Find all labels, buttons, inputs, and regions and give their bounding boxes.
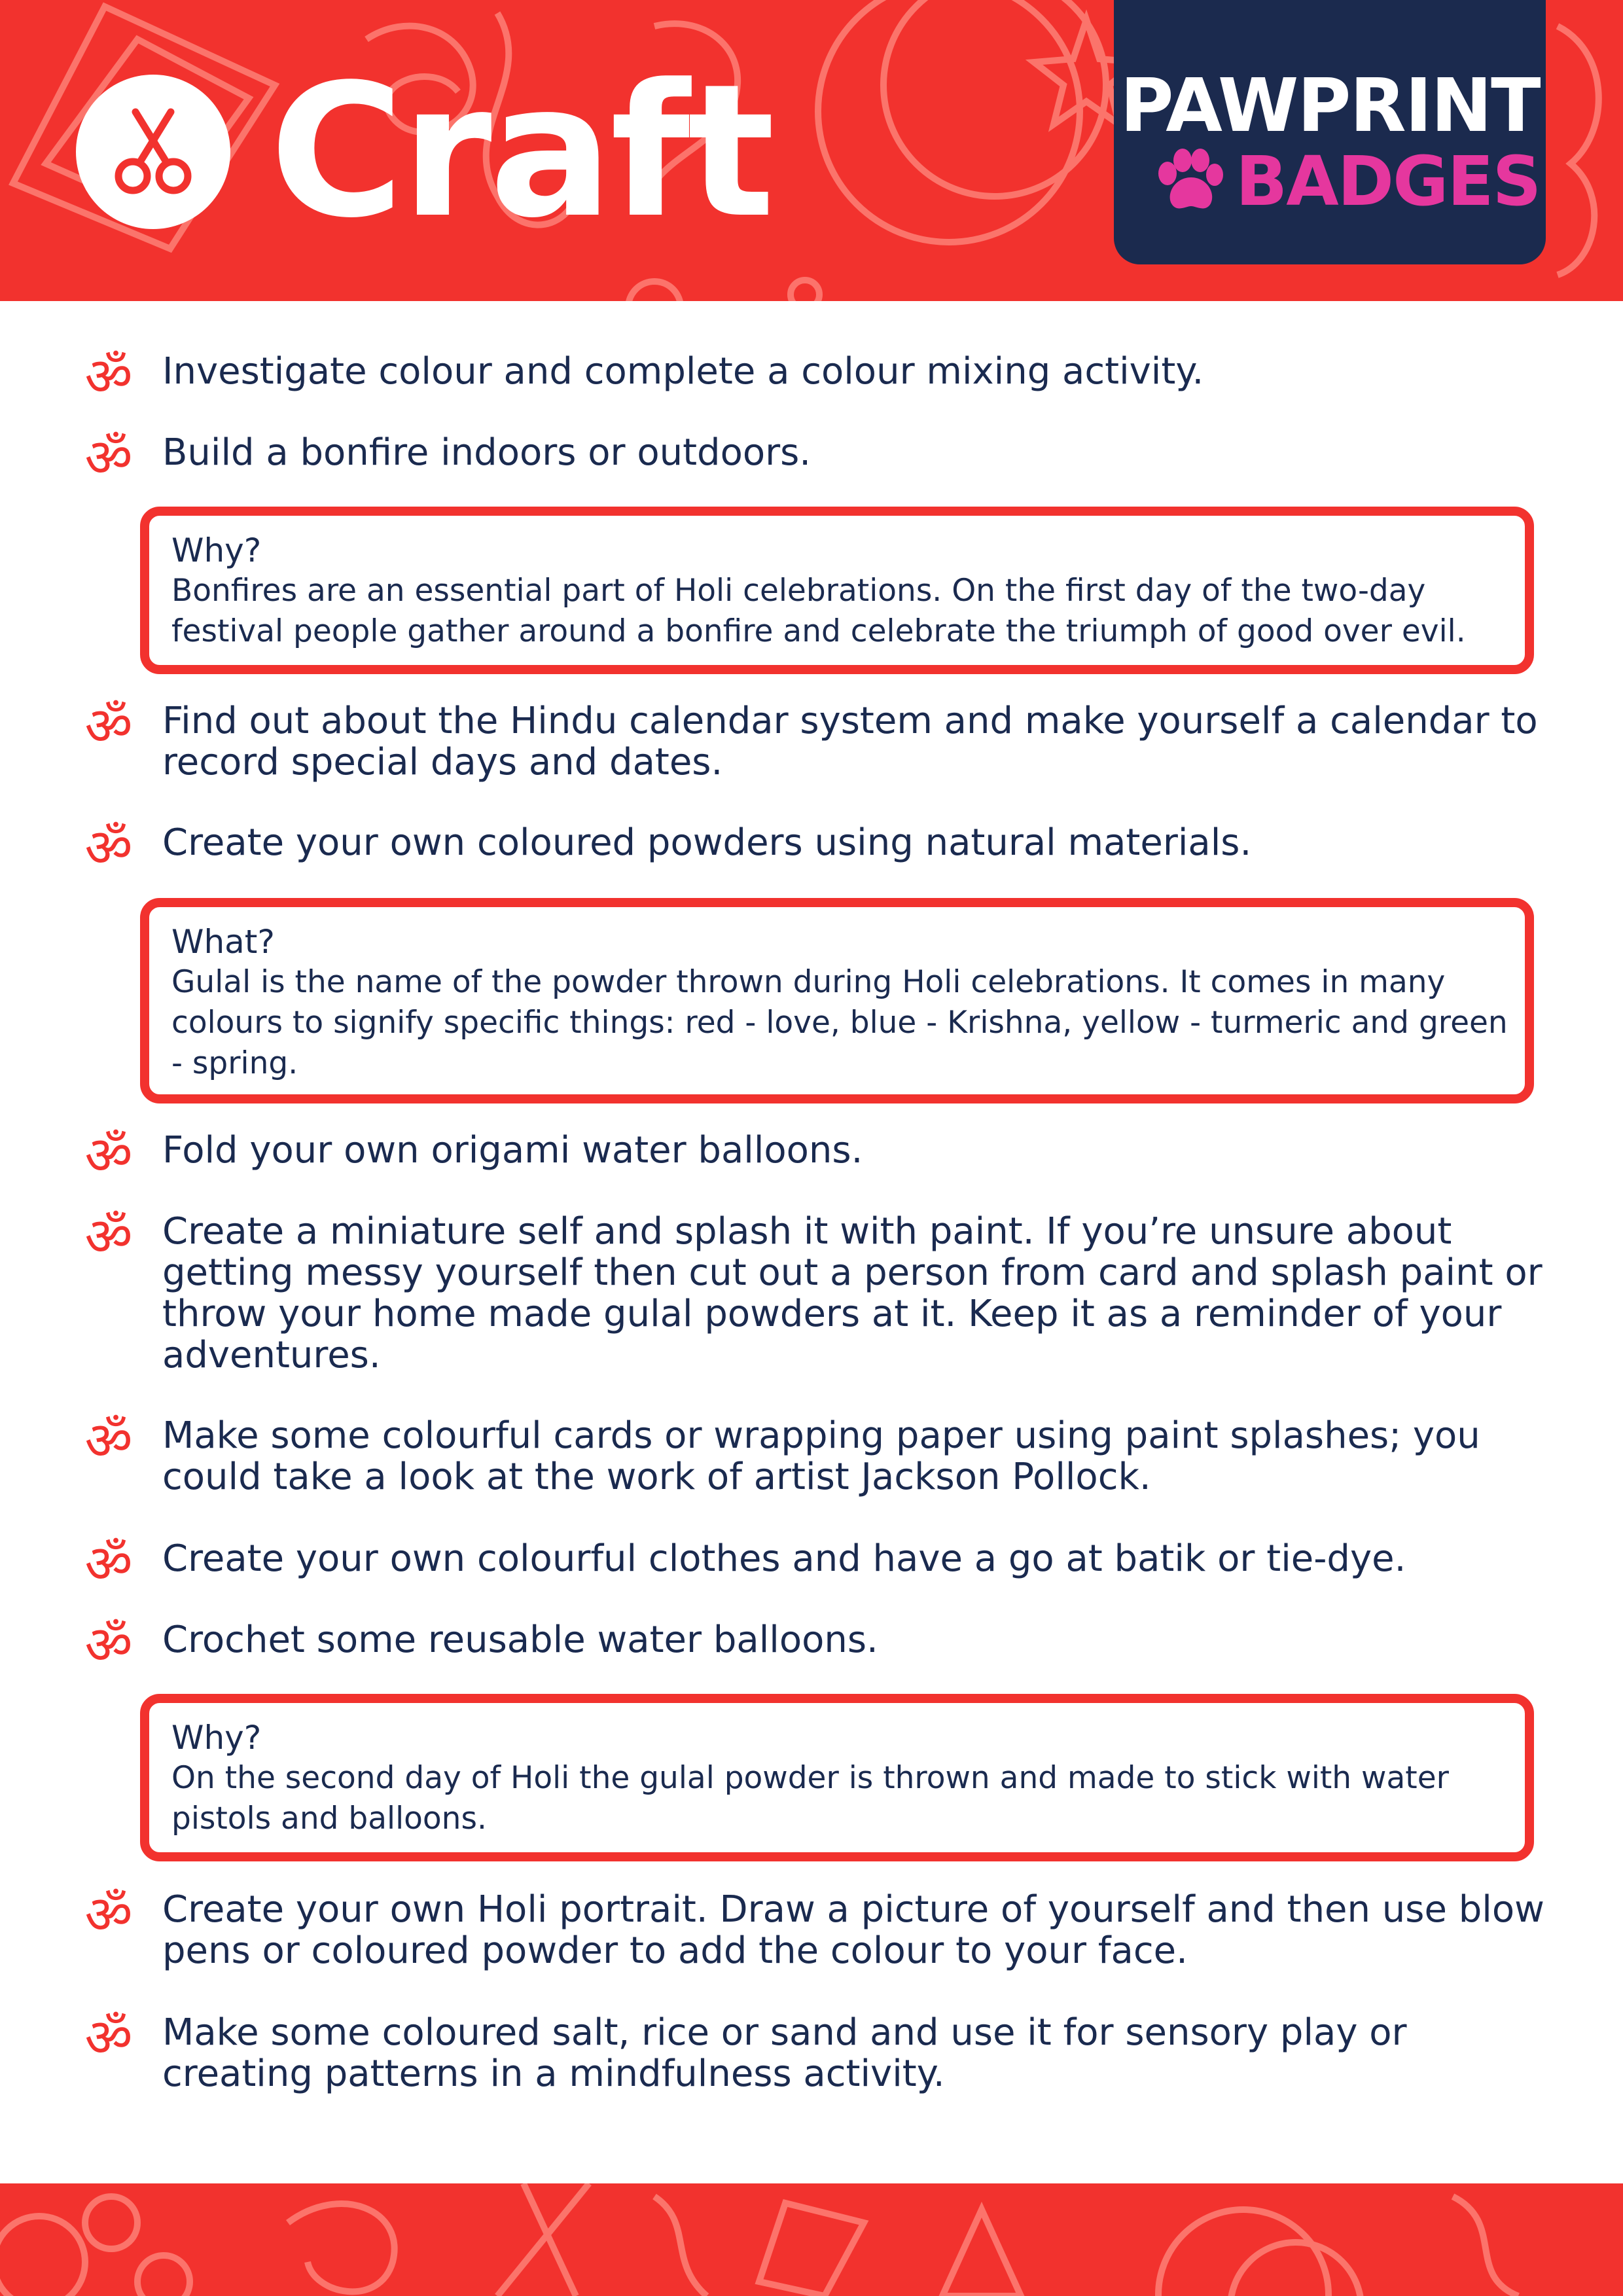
list-item-text: Investigate colour and complete a colour mixing activity. — [162, 350, 1204, 393]
list-item-text: Create your own coloured powders using natural materials. — [162, 821, 1252, 864]
om-icon: ॐ — [84, 817, 133, 878]
brand-line2-row — [1153, 141, 1541, 221]
info-box-body: On the second day of Holi the gulal powder is thrown and made to stick with water pistols and balloons. — [171, 1760, 1449, 1837]
om-icon: ॐ — [84, 1125, 133, 1186]
list-item-text: Find out about the Hindu calendar system and make yourself a calendar to record special days and dates. — [162, 700, 1538, 783]
list-item-text: Make some colourful cards or wrapping paper using paint splashes; you could take a look at the work of artist Jackson Pollock. — [162, 1414, 1480, 1498]
title-group — [76, 45, 773, 259]
info-box-body: Gulal is the name of the powder thrown during Holi celebrations. It comes in many colours to signify specific things: red - love, blue - Krishna, yellow - turmeric and green - spring. — [171, 964, 1508, 1081]
om-icon: ॐ — [84, 346, 133, 407]
info-box-heading: What? — [171, 923, 275, 961]
footer-banner — [0, 2183, 1623, 2296]
list-item-text: Create a miniature self and splash it with paint. If you’re unsure about getting messy yourself then cut out a person from card and splash paint or throw your home made gulal powders at it. Keep it as a reminder of your adventures. — [162, 1210, 1543, 1376]
info-box — [140, 898, 1534, 1103]
header-banner — [0, 0, 1623, 301]
info-box-heading: Why? — [171, 1719, 262, 1757]
list-item-text: Crochet some reusable water balloons. — [162, 1619, 878, 1661]
om-icon: ॐ — [84, 1884, 133, 1945]
om-icon: ॐ — [84, 1410, 133, 1471]
om-icon: ॐ — [84, 2007, 133, 2068]
info-box — [140, 1694, 1534, 1861]
om-icon: ॐ — [84, 1615, 133, 1676]
om-icon: ॐ — [84, 1534, 133, 1594]
list-item-text: Fold your own origami water balloons. — [162, 1129, 863, 1172]
list-item-text: Build a bonfire indoors or outdoors. — [162, 431, 812, 474]
om-icon: ॐ — [84, 1206, 133, 1267]
om-icon: ॐ — [84, 696, 133, 757]
list-item-text: Create your own colourful clothes and have a go at batik or tie-dye. — [162, 1537, 1406, 1580]
decorative-pattern — [0, 2183, 1623, 2296]
info-box-body: Bonfires are an essential part of Holi celebrations. On the first day of the two-day festival people gather around a bonfire and celebrate the triumph of good over evil. — [171, 573, 1466, 649]
brand-name-line2: BADGES — [1236, 141, 1541, 221]
paw-icon — [1153, 149, 1225, 214]
brand-logo — [1114, 0, 1546, 264]
list-item-text: Create your own Holi portrait. Draw a picture of yourself and then use blow pens or coloured powder to add the colour to your face. — [162, 1888, 1544, 1972]
om-icon: ॐ — [84, 427, 133, 488]
brand-name-line1: PAWPRINT — [1120, 63, 1540, 149]
info-box-heading: Why? — [171, 531, 262, 569]
scissors-icon — [76, 75, 230, 229]
page-title: Craft — [270, 45, 773, 259]
list-item-text: Make some coloured salt, rice or sand and use it for sensory play or creating patterns in a mindfulness activity. — [162, 2011, 1407, 2095]
info-box — [140, 507, 1534, 674]
